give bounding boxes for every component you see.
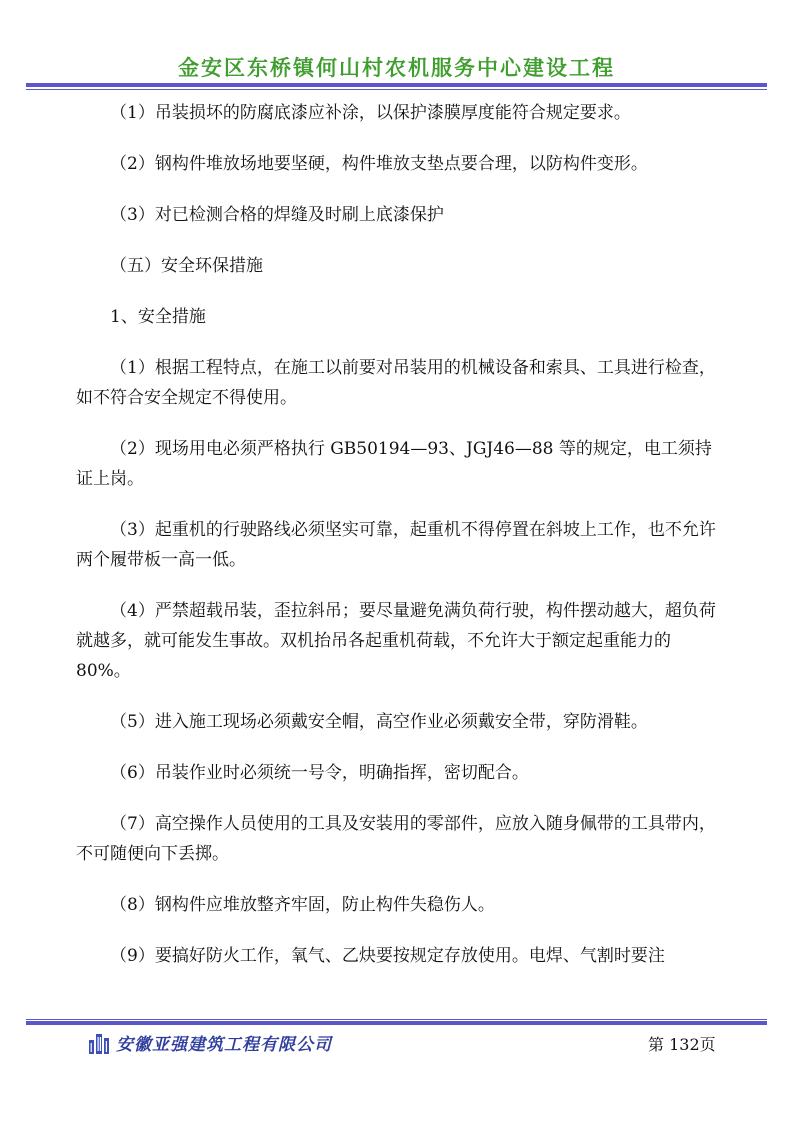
paragraph-10: （5）进入施工现场必须戴安全帽，高空作业必须戴安全带，穿防滑鞋。 bbox=[110, 712, 648, 732]
subsection-heading-safety: 1、安全措施 bbox=[110, 307, 206, 327]
paragraph-1: （1）吊装损坏的防腐底漆应补涂，以保护漆膜厚度能符合规定要求。 bbox=[110, 103, 631, 123]
paragraph-11: （6）吊装作业时必须统一号令，明确指挥，密切配合。 bbox=[110, 763, 529, 783]
document-body bbox=[76, 98, 718, 992]
paragraph-3: （3）对已检测合格的焊缝及时刷上底漆保护 bbox=[110, 205, 444, 225]
paragraph-14: （9）要搞好防火工作，氧气、乙炔要按规定存放使用。电焊、气割时要注 bbox=[110, 946, 665, 966]
header-title: 金安区东桥镇何山村农机服务中心建设工程 bbox=[178, 56, 615, 80]
section-heading-safety-env: （五）安全环保措施 bbox=[110, 256, 263, 276]
building-logo-icon bbox=[88, 1032, 112, 1054]
paragraph-6: （1）根据工程特点，在施工以前要对吊装用的机械设备和索具、工具进行检查，如不符合安全规定不得使用。 bbox=[76, 358, 716, 408]
footer-rule bbox=[26, 1019, 767, 1027]
paragraph-8: （3）起重机的行驶路线必须坚实可靠，起重机不得停置在斜坡上工作，也不允许两个履带板一高一低。 bbox=[76, 520, 716, 570]
paragraph-2: （2）钢构件堆放场地要坚硬，构件堆放支垫点要合理，以防构件变形。 bbox=[110, 154, 648, 174]
footer-company-name: 安徽亚强建筑工程有限公司 bbox=[116, 1035, 332, 1055]
paragraph-9: （4）严禁超载吊装，歪拉斜吊；要尽量避免满负荷行驶，构件摆动越大，超负荷就越多，就可能发生事故。双机抬吊各起重机荷载，不允许大于额定起重能力的 80%。 bbox=[76, 601, 716, 681]
paragraph-13: （8）钢构件应堆放整齐牢固，防止构件失稳伤人。 bbox=[110, 895, 495, 915]
footer-page-number: 第 132页 bbox=[648, 1035, 716, 1054]
paragraph-12: （7）高空操作人员使用的工具及安装用的零部件，应放入随身佩带的工具带内，不可随便向下丢掷。 bbox=[76, 814, 716, 864]
header-rule bbox=[26, 83, 767, 91]
paragraph-7: （2）现场用电必须严格执行 GB50194—93、JGJ46—88 等的规定，电工须持证上岗。 bbox=[76, 439, 712, 489]
